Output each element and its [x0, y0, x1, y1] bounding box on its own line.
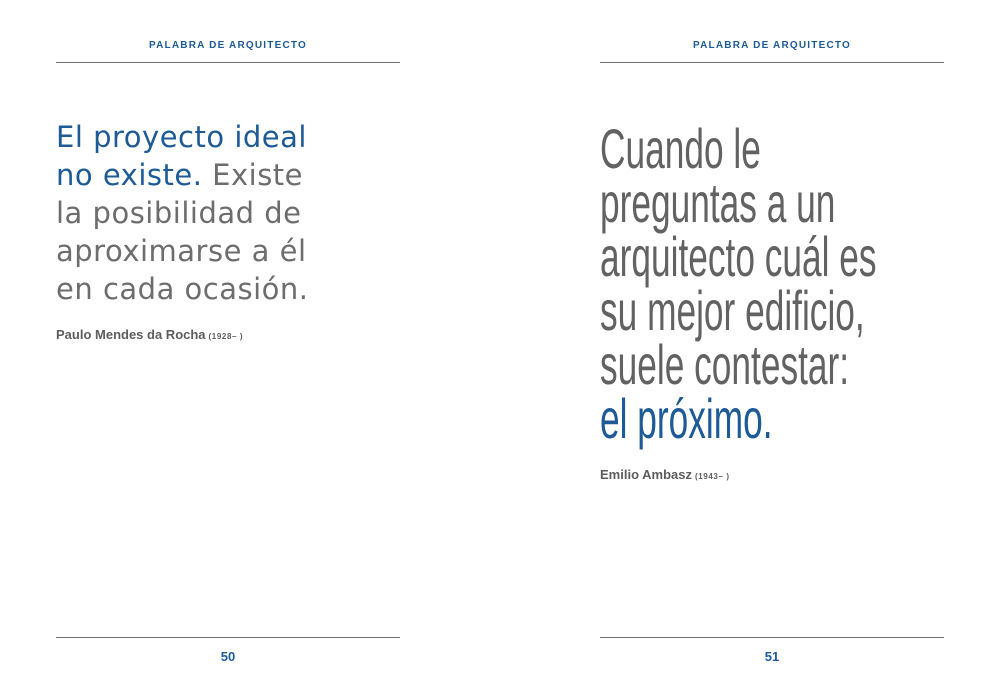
quote-line: aproximarse a él	[56, 234, 307, 268]
quote-line: suele contestar:	[600, 333, 850, 396]
running-head: PALABRA DE ARQUITECTO	[149, 40, 307, 51]
page-number: 51	[764, 649, 780, 664]
footer-rule	[600, 637, 944, 638]
quote-line-highlight: el próximo.	[600, 387, 773, 450]
quote	[56, 118, 400, 308]
quote-line: su mejor edificio,	[600, 279, 865, 342]
quote-line: no existe. Existe	[56, 158, 304, 192]
page-number: 50	[220, 649, 236, 664]
quote-line: en cada ocasión.	[56, 272, 309, 306]
header-rule	[600, 62, 944, 63]
author-years: (1943– )	[694, 472, 730, 481]
running-head: PALABRA DE ARQUITECTO	[693, 40, 851, 51]
footer-rule	[56, 637, 400, 638]
left-page	[56, 0, 400, 700]
author-name: Emilio Ambasz	[600, 467, 692, 482]
quote-line: Cuando le	[600, 117, 761, 180]
quote-attribution	[600, 467, 730, 482]
quote-attribution	[56, 327, 243, 342]
quote-line: preguntas a un	[600, 171, 836, 234]
quote-line: El proyecto ideal	[56, 120, 307, 154]
header-rule	[56, 62, 400, 63]
author-name: Paulo Mendes da Rocha	[56, 327, 206, 342]
quote-line: arquitecto cuál es	[600, 225, 877, 288]
quote-line: la posibilidad de	[56, 196, 302, 230]
author-years: (1928– )	[208, 332, 244, 341]
quote	[600, 117, 944, 450]
right-page	[600, 0, 944, 700]
